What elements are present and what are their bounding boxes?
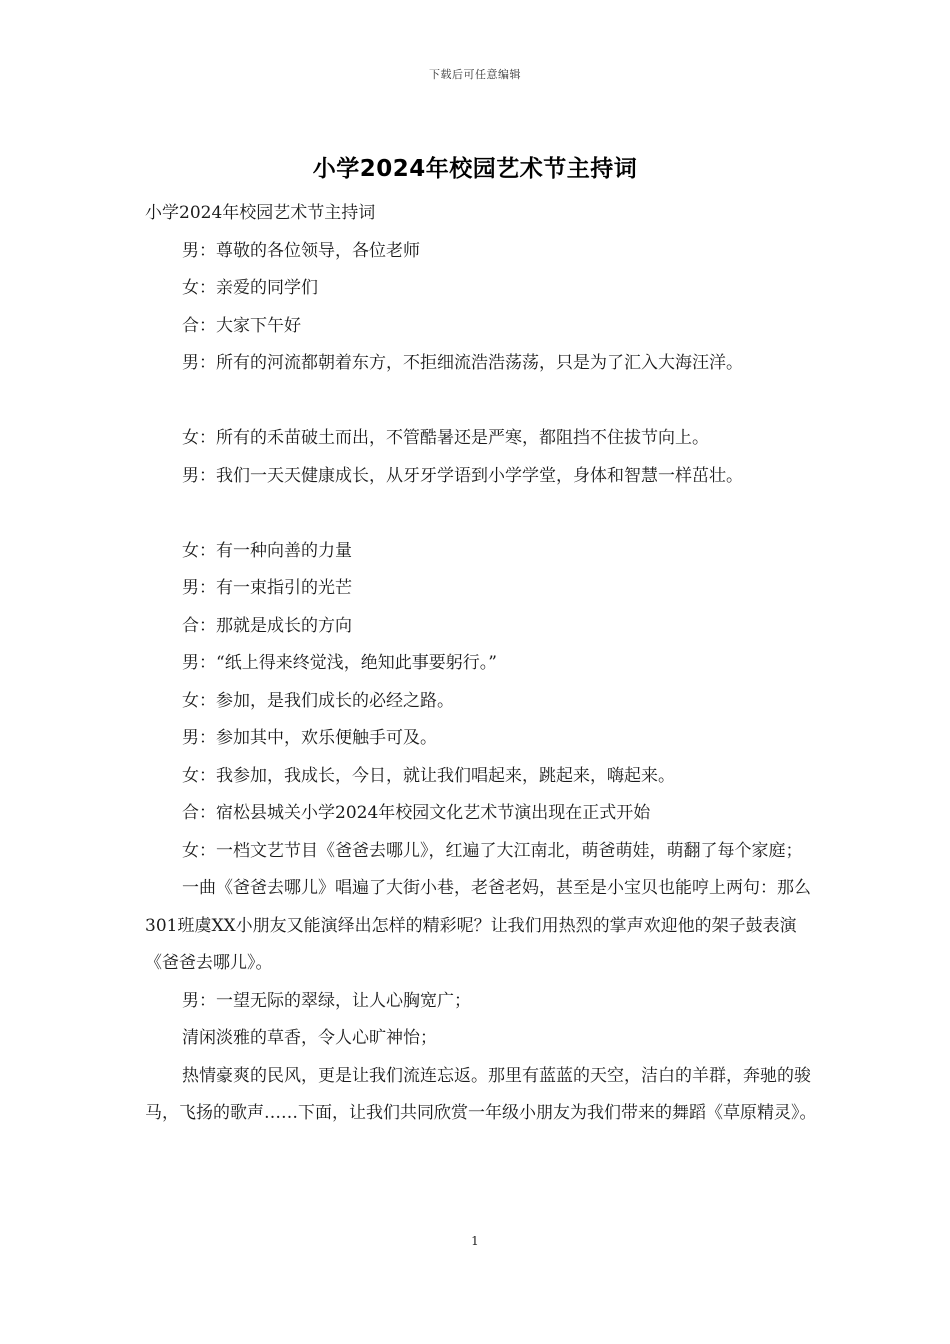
paragraph: 女：参加，是我们成长的必经之路。 (182, 690, 454, 711)
document-title: 小学2024年校园艺术节主持词 (312, 156, 638, 182)
paragraph: 男：有一束指引的光芒 (182, 578, 352, 598)
paragraph: 男：参加其中，欢乐便触手可及。 (182, 728, 437, 748)
paragraph: 女：一档文艺节目《爸爸去哪儿》，红遍了大江南北，萌爸萌娃，萌翻了每个家庭； (182, 840, 803, 861)
paragraph: 女：亲爱的同学们 (182, 278, 318, 298)
paragraph: 男：尊敬的各位领导，各位老师 (182, 240, 420, 261)
paragraph: 清闲淡雅的草香，令人心旷神怡； (182, 1028, 437, 1048)
paragraph: 女：我参加，我成长，今日，就让我们唱起来，跳起来，嗨起来。 (182, 765, 675, 786)
paragraph: 一曲《爸爸去哪儿》唱遍了大街小巷，老爸老妈，甚至是小宝贝也能哼上两句：那么301班虞XX小朋友又能演绎出怎样的精彩呢？让我们用热烈的掌声欢迎他的架子鼓表演《爸爸去哪儿》。 (145, 878, 811, 973)
document-body (145, 195, 821, 1133)
paragraph: 男：所有的河流都朝着东方，不拒细流浩浩荡荡，只是为了汇入大海汪洋。 (182, 353, 743, 373)
paragraph: 热情豪爽的民风，更是让我们流连忘返。那里有蓝蓝的天空，洁白的羊群，奔驰的骏马，飞扬的歌声……下面，让我们共同欣赏一年级小朋友为我们带来的舞蹈《草原精灵》。 (145, 1065, 817, 1123)
paragraph: 男：“纸上得来终觉浅，绝知此事要躬行。” (182, 653, 497, 673)
paragraph: 女：有一种向善的力量 (182, 540, 352, 561)
page-header-note: 下载后可任意编辑 (429, 68, 521, 81)
page-number: 1 (471, 1234, 479, 1248)
paragraph: 男：一望无际的翠绿，让人心胸宽广； (182, 990, 471, 1011)
paragraph: 合：大家下午好 (182, 315, 301, 336)
paragraph: 合：宿松县城关小学2024年校园文化艺术节演出现在正式开始 (182, 803, 651, 823)
paragraph: 女：所有的禾苗破土而出，不管酷暑还是严寒，都阻挡不住拔节向上。 (182, 428, 709, 448)
paragraph: 合：那就是成长的方向 (182, 615, 352, 636)
paragraph: 小学2024年校园艺术节主持词 (145, 203, 376, 223)
paragraph: 男：我们一天天健康成长，从牙牙学语到小学学堂，身体和智慧一样茁壮。 (182, 465, 743, 486)
